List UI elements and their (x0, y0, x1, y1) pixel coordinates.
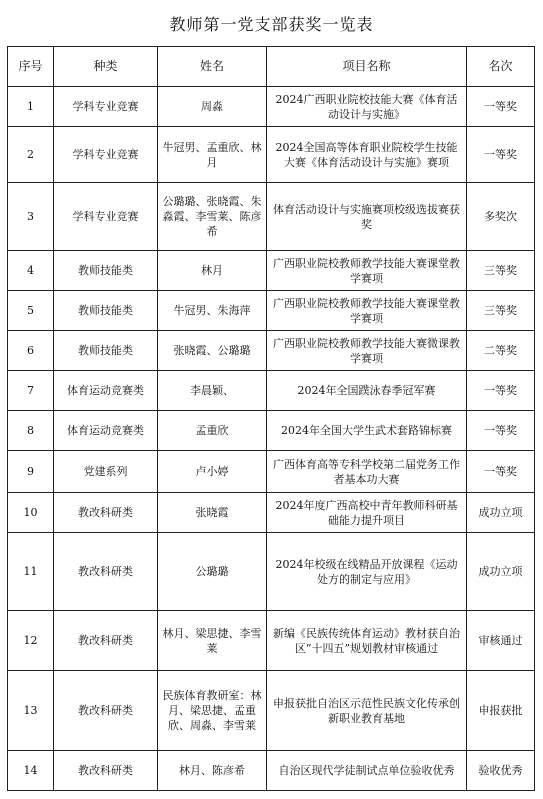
row-category: 教师技能类 (54, 251, 158, 291)
row-rank: 一等奖 (467, 411, 535, 451)
table-row (8, 331, 535, 371)
row-rank: 二等奖 (467, 331, 535, 371)
row-category: 教师技能类 (54, 331, 158, 371)
row-rank: 成功立项 (467, 533, 535, 611)
row-rank: 三等奖 (467, 291, 535, 331)
page-title: 教师第一党支部获奖一览表 (169, 15, 374, 34)
table-row (8, 87, 535, 127)
row-rank: 一等奖 (467, 371, 535, 411)
row-project: 2024年度广西高校中青年教师科研基础能力提升项目 (267, 493, 467, 533)
row-no: 12 (8, 611, 54, 671)
row-no: 1 (8, 87, 54, 127)
row-project: 2024全国高等体育职业院校学生技能大赛《体育活动设计与实施》赛项 (267, 127, 467, 183)
row-project: 申报获批自治区示范性民族文化传承创新职业教育基地 (267, 671, 467, 751)
table-row (8, 127, 535, 183)
row-no: 11 (8, 533, 54, 611)
table-row (8, 291, 535, 331)
row-rank: 多奖次 (467, 183, 535, 251)
row-rank: 验收优秀 (467, 751, 535, 791)
row-names: 牛冠男、孟重欣、林月 (158, 127, 267, 183)
row-names: 公璐璐、张晓霞、朱淼霞、李雪莱、陈彦希 (158, 183, 267, 251)
table-row (8, 371, 535, 411)
row-project: 2024年校级在线精品开放课程《运动处方的制定与应用》 (267, 533, 467, 611)
table-row (8, 611, 535, 671)
row-project: 广西体育高等专科学校第二届党务工作者基本功大赛 (267, 451, 467, 493)
row-category: 教改科研类 (54, 671, 158, 751)
table-row (8, 493, 535, 533)
row-no: 14 (8, 751, 54, 791)
table-row (8, 411, 535, 451)
row-project: 2024年全国大学生武术套路锦标赛 (267, 411, 467, 451)
row-names: 公璐璐 (158, 533, 267, 611)
row-project: 2024年全国蹼泳春季冠军赛 (267, 371, 467, 411)
table-row (8, 533, 535, 611)
row-category: 教改科研类 (54, 493, 158, 533)
table-row (8, 251, 535, 291)
row-rank: 成功立项 (467, 493, 535, 533)
row-names: 周淼 (158, 87, 267, 127)
row-category: 党建系列 (54, 451, 158, 493)
row-no: 5 (8, 291, 54, 331)
row-rank: 一等奖 (467, 87, 535, 127)
row-names: 林月、梁思捷、李雪莱 (158, 611, 267, 671)
header-cell-rank: 名次 (467, 47, 535, 87)
row-category: 学科专业竞赛 (54, 127, 158, 183)
row-rank: 申报获批 (467, 671, 535, 751)
row-names: 牛冠男、朱海萍 (158, 291, 267, 331)
table-row (8, 451, 535, 493)
row-project: 体育活动设计与实施赛项校级选拔赛获奖 (267, 183, 467, 251)
header-cell-no: 序号 (8, 47, 54, 87)
header-cell-names: 姓名 (158, 47, 267, 87)
row-project: 2024广西职业院校技能大赛《体育活动设计与实施》 (267, 87, 467, 127)
row-rank: 审核通过 (467, 611, 535, 671)
row-category: 教师技能类 (54, 291, 158, 331)
row-names: 民族体育教研室：林月、梁思捷、孟重欣、周淼、李雪莱 (158, 671, 267, 751)
header-cell-project: 项目名称 (267, 47, 467, 87)
header-row (8, 47, 535, 87)
awards-table (7, 46, 535, 791)
row-category: 学科专业竞赛 (54, 87, 158, 127)
row-no: 13 (8, 671, 54, 751)
row-project: 广西职业院校教师教学技能大赛课堂教学赛项 (267, 291, 467, 331)
row-rank: 一等奖 (467, 127, 535, 183)
row-rank: 三等奖 (467, 251, 535, 291)
row-names: 卢小婷 (158, 451, 267, 493)
table-row (8, 183, 535, 251)
row-no: 3 (8, 183, 54, 251)
row-names: 林月、陈彦希 (158, 751, 267, 791)
row-no: 7 (8, 371, 54, 411)
row-category: 学科专业竞赛 (54, 183, 158, 251)
row-project: 新编《民族传统体育运动》教材获自治区“十四五”规划教材审核通过 (267, 611, 467, 671)
row-no: 6 (8, 331, 54, 371)
row-category: 体育运动竞赛类 (54, 411, 158, 451)
row-category: 教改科研类 (54, 533, 158, 611)
row-category: 教改科研类 (54, 751, 158, 791)
row-names: 孟重欣 (158, 411, 267, 451)
row-category: 教改科研类 (54, 611, 158, 671)
table-row (8, 671, 535, 751)
header-cell-category: 种类 (54, 47, 158, 87)
row-project: 广西职业院校教师教学技能大赛课堂教学赛项 (267, 251, 467, 291)
row-no: 2 (8, 127, 54, 183)
row-category: 体育运动竞赛类 (54, 371, 158, 411)
row-no: 8 (8, 411, 54, 451)
table-row (8, 751, 535, 791)
row-rank: 一等奖 (467, 451, 535, 493)
row-names: 李晨颖、 (158, 371, 267, 411)
row-project: 广西职业院校教师教学技能大赛微课教学赛项 (267, 331, 467, 371)
row-names: 张晓霞、公璐璐 (158, 331, 267, 371)
row-no: 4 (8, 251, 54, 291)
row-names: 张晓霞 (158, 493, 267, 533)
row-project: 自治区现代学徒制试点单位验收优秀 (267, 751, 467, 791)
row-no: 10 (8, 493, 54, 533)
row-no: 9 (8, 451, 54, 493)
row-names: 林月 (158, 251, 267, 291)
